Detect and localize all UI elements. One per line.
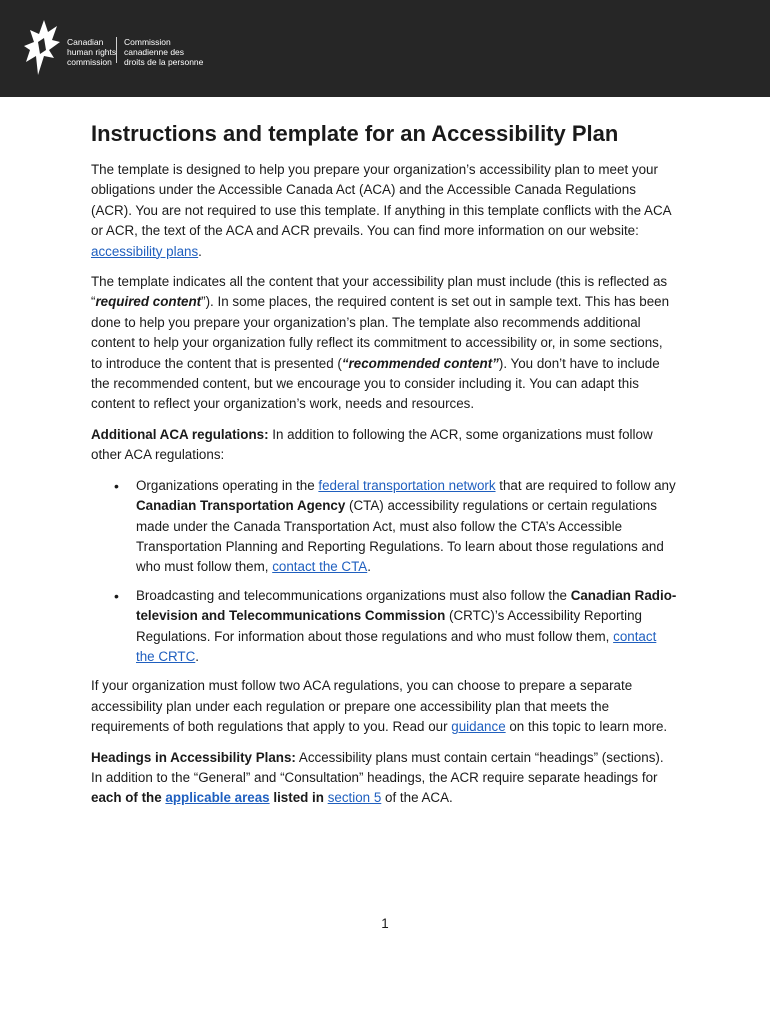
org-name-divider (116, 37, 117, 63)
headings-paragraph: Headings in Accessibility Plans: Accessibility plans must contain certain “headings” (sections). In addition to the “General” and “Consultation” headings, the ACR require separate headings for each of the applicable areas listed in section 5 of the ACA. (91, 749, 664, 806)
org-name-english: Canadian human rights commission (67, 37, 117, 67)
list-item-transportation: • Organizations operating in the federal transportation network that are required to follow any Canadian Transportation Agency (CTA) accessibility regulations or certain regulations made under the Canada Transportation Act, must also follow the CTA’s Accessible Transportation Planning and Reporting Regulations. To learn about those regulations and who must follow them, contact the CTA. (136, 476, 677, 578)
federal-transportation-network-link[interactable]: federal transportation network (318, 477, 496, 493)
org-name-french: Commission canadienne des droits de la personne (124, 37, 204, 67)
document-title: Instructions and template for an Accessibility Plan (91, 121, 619, 146)
applicable-areas-link[interactable]: applicable areas (165, 790, 270, 806)
regulations-list (91, 476, 677, 668)
maple-leaf-logo-icon (24, 20, 60, 75)
additional-regulations-paragraph: Additional ACA regulations: In addition to following the ACR, some organizations must follow other ACA regulations: (91, 426, 653, 463)
recommended-content-term: “recommended content” (341, 355, 499, 371)
contact-cta-link[interactable]: contact the CTA (272, 559, 368, 575)
page-number: 1 (381, 916, 389, 931)
list-item-broadcasting: • Broadcasting and telecommunications organizations must also follow the Canadian Radio-television and Telecommunications Commission (CRTC)’s Accessibility Reporting Regulations. For information about those regulations and who must follow them, contact the CRTC. (136, 586, 677, 668)
section-5-link[interactable]: section 5 (327, 790, 382, 806)
two-regulations-paragraph: If your organization must follow two ACA regulations, you can choose to prepare a separate accessibility plan under each regulation or prepare one accessibility plan that meets the requirements of both regulations that apply to you. Read our guidance on this topic to learn more. (91, 678, 668, 735)
document-body (91, 118, 677, 819)
guidance-link[interactable]: guidance (451, 719, 506, 735)
required-content-term: required content (95, 294, 202, 310)
intro-paragraph: The template is designed to help you prepare your organization’s accessibility plan to meet your obligations under the Accessible Canada Act (ACA) and the Accessible Canada Regulations (ACR). You are not required to use this template. If anything in this template conflicts with the ACA or ACR, the text of the ACA and ACR prevails. You can find more information on our website: accessibility plans. (91, 162, 671, 259)
document-header-banner (0, 0, 770, 97)
content-types-paragraph: The template indicates all the content that your accessibility plan must include (this is reflected as “required content”). In some places, the required content is set out in sample text. This has been done to help you prepare your organization’s plan. The template also recommends additional content to help your organization fully reflect its commitment to accessibility or, in some sections, to introduce the content that is presented (“recommended content”). You don’t have to include the recommended content, but we encourage you to consider including it. You can adapt this content to reflect your organization’s work, needs and resources. (91, 274, 670, 412)
accessibility-plans-link[interactable]: accessibility plans (91, 243, 199, 259)
contact-crtc-link[interactable]: contact the CRTC (136, 628, 657, 664)
